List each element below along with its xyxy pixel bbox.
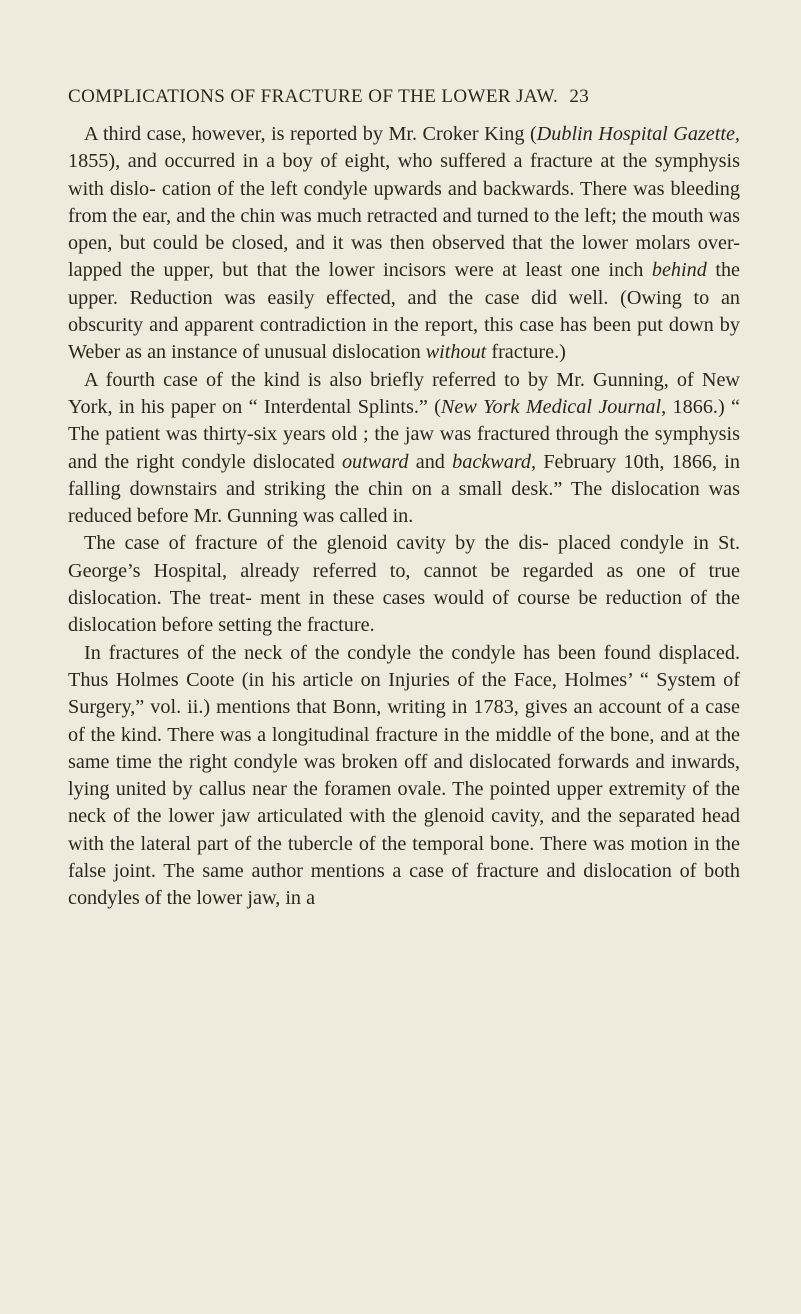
page-number: 23 — [569, 86, 590, 107]
paragraph — [68, 121, 740, 367]
italic-text: Dublin Hospital Gazette, — [536, 123, 740, 145]
italic-text: without — [425, 341, 487, 364]
text-run: 1855), and occurred in a boy of eight, who suffered a fracture at the symphysis with dislo- cation of the left condyle upwards and backwards. There was bleeding from the ear, and the chin was much retracted and turned to the left; the mouth was open, but could be closed, and it was then observed that the lower molars over- lapped the upper, but that the lower incisors were at least one inch — [68, 150, 740, 282]
text-run: the upper. Reduction was easily effected, and the case did well. (Owing to an obscurity and apparent contradiction in the report, this case has been put down by Weber as an instance of unusual dislocation — [68, 259, 740, 364]
text-run: 1866.) “ The patient was thirty-six years old ; the jaw was fractured through the symphysis and the right condyle dislocated — [68, 395, 741, 473]
text-run: In fractures of the neck of the condyle the condyle has been found displaced. Thus Holmes Coote (in his article on Injuries of the Face, Holmes’ “ System of Surgery,” vol. ii.) mentions that Bonn, writing in 1783, gives an account of a case of the kind. There was a longitudinal fracture in the middle of the bone, and at the same time the right condyle was broken off and dislocated forwards and inwards, lying united by callus near the foramen ovale. The pointed upper extremity of the neck of the lower jaw articulated with the glenoid cavity, and the separated head with the lateral part of the tubercle of the temporal bone. There was motion in the false joint. The same author mentions a case of fracture and dislocation of both condyles of the lower jaw, in a — [68, 641, 740, 910]
italic-text: behind — [651, 259, 707, 282]
italic-text: New York Medical Journal, — [440, 395, 667, 418]
paragraph — [68, 640, 740, 913]
italic-text: outward — [341, 450, 409, 473]
running-head — [68, 86, 748, 108]
text-run: fracture.) — [486, 341, 566, 364]
body-text — [68, 121, 740, 913]
text-run: The case of fracture of the glenoid cavity by the dis- placed condyle in St. George’s Hospital, already referred to, cannot be regarded as one of true dislocation. The treat- ment in these cases would of course be reduction of the dislocation before setting the fracture. — [68, 532, 740, 637]
chapter-title: COMPLICATIONS OF FRACTURE OF THE LOWER JAW. — [68, 86, 559, 107]
paragraph — [68, 530, 740, 639]
text-run: A fourth case of the kind is also briefly referred to by Mr. Gunning, of New York, in his paper on “ Interdental Splints.” ( — [68, 368, 740, 418]
text-run: A third case, however, is reported by Mr. Croker King ( — [84, 123, 537, 145]
text-run: and — [408, 450, 453, 473]
italic-text: backward, — [452, 450, 537, 473]
text-run: February 10th, 1866, in falling downstairs and striking the chin on a small desk.” The dislocation was reduced before Mr. Gunning was called in. — [68, 450, 741, 528]
paragraph — [68, 367, 740, 531]
